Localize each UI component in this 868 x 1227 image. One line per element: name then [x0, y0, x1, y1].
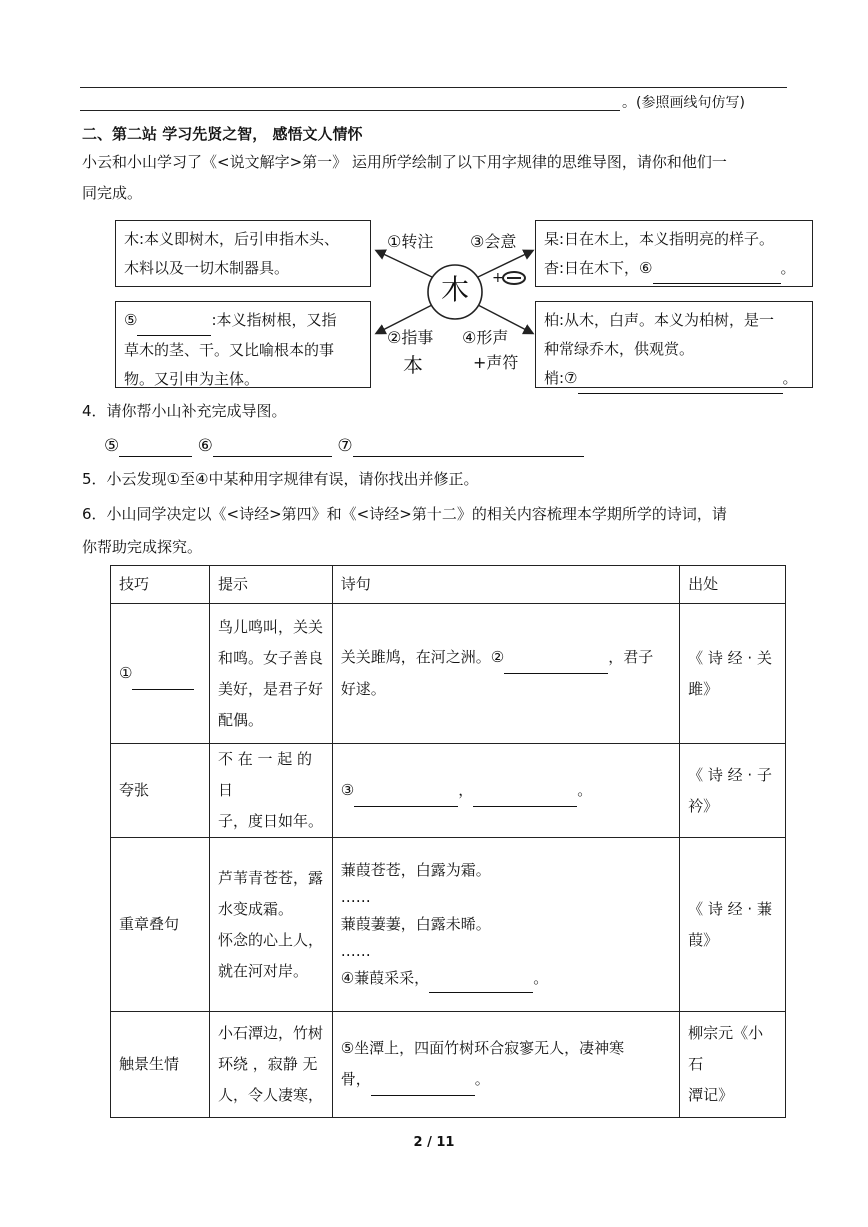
skill-cell: 夸张 [111, 744, 210, 838]
q4-marker-5: ⑤ [104, 436, 120, 456]
source-cell [680, 744, 786, 838]
skill-cell: 重章叠句 [111, 838, 210, 1012]
source-line: 衿》 [688, 796, 719, 815]
source-line: 葭》 [688, 930, 719, 949]
q4-blank-6[interactable] [213, 436, 332, 457]
hint-cell [209, 604, 332, 744]
poem-line [341, 965, 671, 993]
box-bai-line2: 种常绿乔木，供观赏。 [544, 340, 695, 358]
box-bai-line1: 柏:从木，白声。本义为柏树，是一 [544, 311, 775, 329]
poem-text: ③ [340, 780, 355, 799]
source-cell [680, 1012, 786, 1118]
box-yao-end: 。 [780, 259, 796, 277]
table-row [111, 1012, 786, 1118]
table-row [111, 838, 786, 1012]
poem-cell [332, 838, 679, 1012]
skill-marker: ① [119, 663, 133, 682]
question-6-line1: 6．小山同学决定以《<诗经>第四》和《<诗经>第十二》的相关内容梳理本学期所学的诗词，请 [82, 505, 727, 523]
poem-cell [332, 1012, 679, 1118]
mindmap-arrows [0, 0, 868, 420]
header-source: 出处 [680, 566, 786, 604]
hint-line: 水变成霜。 [217, 899, 293, 918]
poem-line: 好逑。 [340, 680, 386, 698]
source-line: 《 诗 经 · 子 [688, 765, 772, 784]
label-zhishi: ②指事 [387, 328, 434, 347]
poem-line: 蒹葭苍苍，白露为霜。 [340, 860, 491, 879]
poem-text: ， [458, 780, 474, 799]
question-4: 4．请你帮小山补充完成导图。 [82, 402, 287, 420]
poem-text: 。 [577, 780, 593, 799]
hint-line: 小石潭边，竹树 [217, 1024, 323, 1042]
poem-text: 。 [474, 1070, 490, 1088]
header-hint: 提示 [209, 566, 332, 604]
hint-line: 怀念的心上人， [217, 930, 323, 949]
question-5: 5．小云发现①至④中某种用字规律有误，请你找出并修正。 [82, 470, 479, 488]
box-ben-marker: ⑤ [124, 311, 138, 329]
center-mu-glyph: 木 [441, 273, 470, 306]
hint-line: 人，令人凄寒， [217, 1086, 323, 1104]
hint-cell [209, 1012, 332, 1118]
section-title: 二、第二站 学习先贤之智， 感悟文人情怀 [82, 125, 363, 143]
source-line: 柳宗元《小石 [688, 1024, 764, 1073]
poem-blank-2[interactable] [504, 642, 608, 674]
q4-marker-7: ⑦ [337, 436, 353, 456]
hint-line: 配偶。 [217, 710, 263, 729]
box-mu-line1: 木:本义即树木，后引申指木头、 [124, 230, 340, 248]
q4-blanks [104, 436, 584, 457]
poem-line: …… [340, 887, 371, 906]
hint-line: 子，度日如年。 [217, 812, 323, 830]
table-header-row [111, 566, 786, 604]
question-6-line2: 你帮助完成探究。 [82, 538, 203, 556]
box-ben-line3: 物。又引申为主体。 [124, 370, 260, 388]
poem-text: ④蒹葭采采， [340, 968, 430, 987]
poem-line: 蒹葭萋萋，白露未晞。 [340, 914, 491, 933]
ben-glyph: 本 [403, 353, 423, 377]
source-line: 《 诗 经 · 蒹 [688, 899, 772, 918]
poem-blank-5[interactable] [371, 1064, 475, 1096]
header-poem: 诗句 [332, 566, 679, 604]
skill-blank-1[interactable] [132, 658, 194, 690]
hint-cell [209, 744, 332, 838]
plus-sun: + [492, 270, 504, 286]
box-gao-line: 杲:日在木上，本义指明亮的样子。 [544, 230, 775, 248]
label-zhuanzhu: ①转注 [387, 232, 434, 251]
label-huiyi: ③会意 [470, 232, 517, 251]
poem-text: 骨， [340, 1070, 371, 1088]
poem-blank-3a[interactable] [354, 775, 458, 807]
hint-line: 芦苇青苍苍，露 [217, 868, 323, 887]
hint-line: 美好，是君子好 [217, 679, 323, 698]
page-number: 2 / 11 [413, 1135, 455, 1150]
box-ben-text: :本义指树根，又指 [211, 311, 337, 329]
poem-cell [332, 744, 679, 838]
box-shao-text: 梢:⑦ [544, 369, 578, 387]
poem-line [341, 642, 671, 674]
label-shengfu: +声符 [473, 353, 519, 372]
skill-cell [111, 604, 210, 744]
section-intro-line2: 同完成。 [82, 184, 143, 202]
header-skill: 技巧 [111, 566, 210, 604]
source-cell [680, 838, 786, 1012]
table-row [111, 604, 786, 744]
section-intro-line1: 小云和小山学习了《<说文解字>第一》 运用所学绘制了以下用字规律的思维导图，请你和他们一 [82, 153, 727, 171]
box-shao-end: 。 [782, 369, 798, 387]
table-row [111, 744, 786, 838]
poem-text: ，君子 [608, 648, 654, 666]
poem-cell [332, 604, 679, 744]
imitation-note: 。(参照画线句仿写) [622, 95, 745, 111]
q4-marker-6: ⑥ [197, 436, 213, 456]
source-line: 雎》 [688, 679, 719, 698]
box-ben-line2: 草木的茎、干。又比喻根本的事 [124, 341, 335, 359]
source-cell [680, 604, 786, 744]
poem-blank-4[interactable] [429, 965, 533, 993]
hint-line: 不 在 一 起 的 日 [217, 750, 313, 799]
hint-line: 鸟儿鸣叫，关关 [217, 617, 323, 636]
box-mu-line2: 木料以及一切木制器具。 [124, 259, 290, 277]
poem-text: 关关雎鸠，在河之洲。② [340, 648, 505, 666]
poem-blank-3b[interactable] [473, 775, 577, 807]
hint-cell [209, 838, 332, 1012]
poetry-table [110, 565, 786, 1118]
source-line: 《 诗 经 · 关 [688, 648, 772, 667]
poem-line [341, 1064, 671, 1096]
hint-line: 就在河对岸。 [217, 961, 308, 980]
poem-text: 。 [533, 968, 549, 987]
arrow-to-gao [478, 251, 532, 277]
poem-line: …… [340, 941, 371, 960]
poem-line: ⑤坐潭上，四面竹树环合寂寥无人，凄神寒 [340, 1039, 625, 1057]
skill-cell: 触景生情 [111, 1012, 210, 1118]
label-xingsheng: ④形声 [462, 328, 509, 347]
q4-blank-7[interactable] [353, 436, 584, 457]
source-line: 潭记》 [688, 1086, 734, 1104]
hint-line: 环绕 ，寂静 无 [217, 1055, 318, 1073]
q4-blank-5[interactable] [119, 436, 192, 457]
box-yao-text: 杳:日在木下，⑥ [544, 259, 653, 277]
arrow-to-mu [377, 251, 432, 277]
hint-line: 和鸣。女子善良 [217, 648, 323, 667]
